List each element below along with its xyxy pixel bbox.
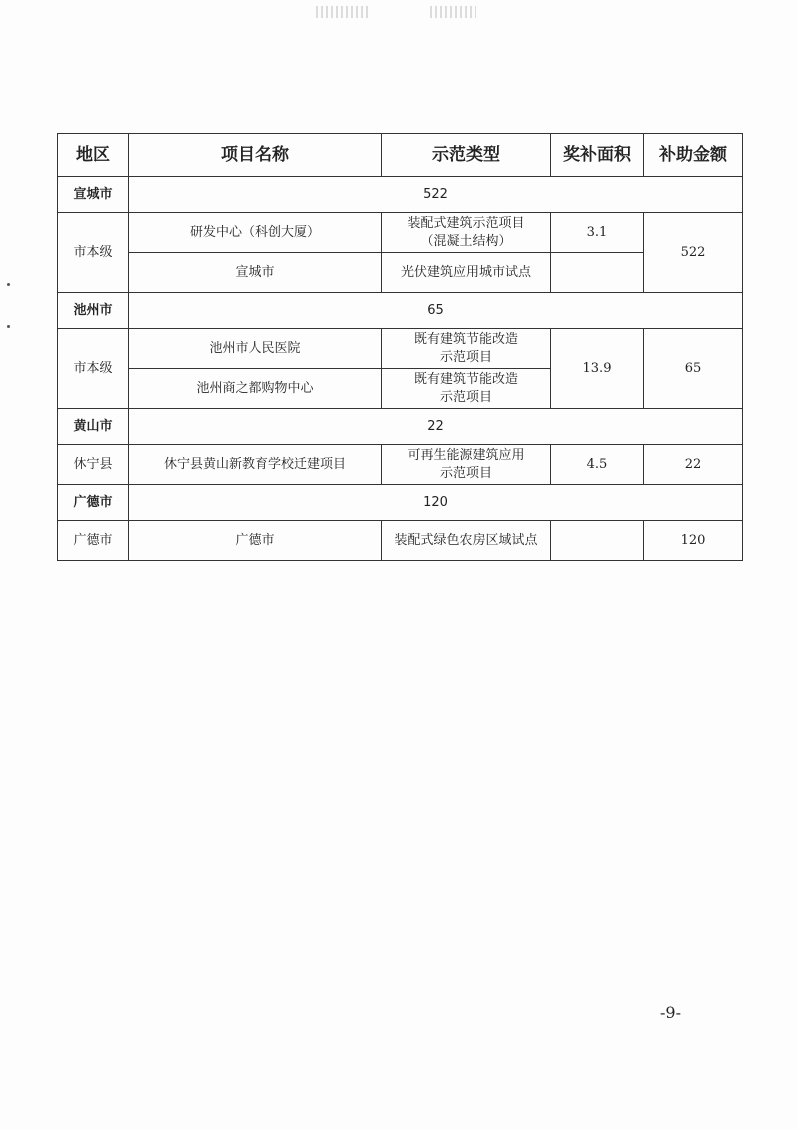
demo-type-line: （混凝土结构） — [420, 233, 512, 249]
table-row — [58, 521, 743, 561]
demo-type-cell — [382, 369, 551, 409]
amount-cell: 65 — [644, 329, 743, 409]
project-name-cell: 宣城市 — [129, 253, 382, 293]
district-cell: 广德市 — [58, 521, 129, 561]
table-row — [58, 253, 743, 293]
area-cell — [551, 521, 644, 561]
district-cell: 市本级 — [58, 329, 129, 409]
demo-type-cell — [382, 253, 551, 293]
header-region: 地区 — [58, 134, 129, 177]
project-name-cell: 池州市人民医院 — [129, 329, 382, 369]
city-total: 522 — [129, 177, 743, 213]
city-total: 120 — [129, 485, 743, 521]
district-cell: 市本级 — [58, 213, 129, 293]
project-name-cell: 休宁县黄山新教育学校迁建项目 — [129, 445, 382, 485]
city-row — [58, 409, 743, 445]
demo-type-line: 光伏建筑应用城市试点 — [400, 264, 531, 280]
scan-artifact — [430, 6, 476, 18]
city-row — [58, 293, 743, 329]
scan-dot — [7, 325, 10, 328]
demo-type-line: 既有建筑节能改造 — [413, 371, 518, 387]
demo-type-cell — [382, 329, 551, 369]
project-name-cell: 池州商之都购物中心 — [129, 369, 382, 409]
demo-type-cell — [382, 445, 551, 485]
demo-type-line: 示范项目 — [439, 349, 492, 365]
header-subsidy-area: 奖补面积 — [551, 134, 644, 177]
area-cell: 13.9 — [551, 329, 644, 409]
area-cell: 3.1 — [551, 213, 644, 253]
demo-type-line: 示范项目 — [439, 389, 492, 405]
scan-dot — [7, 283, 10, 286]
header-project-name: 项目名称 — [129, 134, 382, 177]
city-row — [58, 177, 743, 213]
page-number: -9- — [660, 1003, 681, 1022]
area-cell — [551, 253, 644, 293]
table-header-row — [58, 134, 743, 177]
city-name: 广德市 — [58, 485, 129, 521]
header-subsidy-amount: 补助金额 — [644, 134, 743, 177]
demo-type-line: 装配式绿色农房区域试点 — [394, 532, 538, 548]
table-row — [58, 445, 743, 485]
demo-type-cell — [382, 213, 551, 253]
table-row — [58, 213, 743, 253]
city-total: 65 — [129, 293, 743, 329]
table-row — [58, 329, 743, 369]
project-name-cell: 研发中心（科创大厦） — [129, 213, 382, 253]
amount-cell: 22 — [644, 445, 743, 485]
city-name: 池州市 — [58, 293, 129, 329]
scan-artifact — [316, 6, 370, 18]
header-demo-type: 示范类型 — [382, 134, 551, 177]
demo-type-line: 既有建筑节能改造 — [413, 331, 518, 347]
demo-type-line: 装配式建筑示范项目 — [407, 215, 525, 231]
amount-cell: 522 — [644, 213, 743, 293]
amount-cell: 120 — [644, 521, 743, 561]
subsidy-table — [57, 133, 743, 561]
district-cell: 休宁县 — [58, 445, 129, 485]
city-row — [58, 485, 743, 521]
city-name: 宣城市 — [58, 177, 129, 213]
city-total: 22 — [129, 409, 743, 445]
project-name-cell: 广德市 — [129, 521, 382, 561]
demo-type-line: 可再生能源建筑应用 — [407, 447, 525, 463]
demo-type-cell — [382, 521, 551, 561]
demo-type-line: 示范项目 — [439, 465, 492, 481]
area-cell: 4.5 — [551, 445, 644, 485]
city-name: 黄山市 — [58, 409, 129, 445]
